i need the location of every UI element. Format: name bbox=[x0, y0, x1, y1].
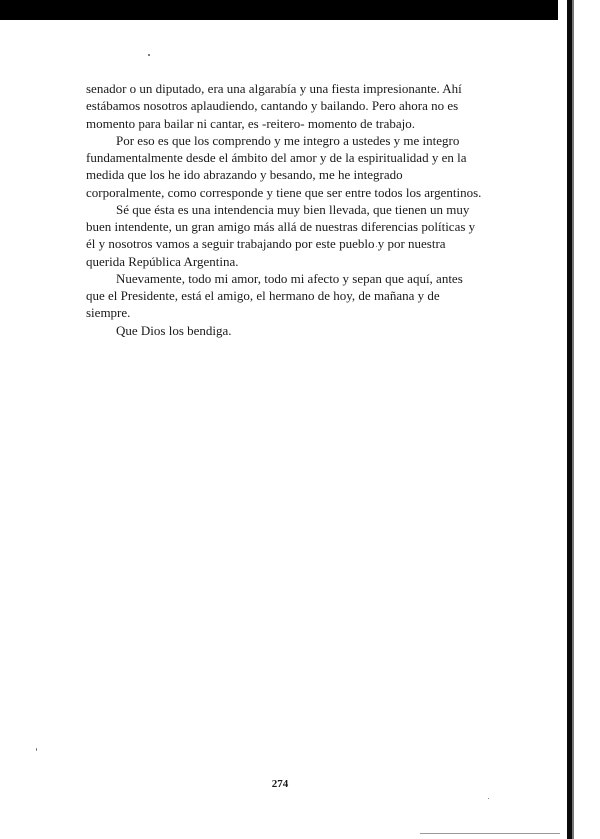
text-line: Nuevamente, todo mi amor, todo mi afecto y sepan que aquí, antes bbox=[116, 270, 463, 286]
text-line: que el Presidente, está el amigo, el hermano de hoy, de mañana y de bbox=[86, 288, 440, 303]
text-line: siempre. bbox=[86, 305, 131, 321]
text-line: querida República Argentina. bbox=[86, 253, 239, 269]
page-edge-soft-shadow bbox=[572, 0, 574, 839]
text-line: medida que los he ido abrazando y besando, me he integrado bbox=[86, 167, 403, 183]
scan-right-border bbox=[558, 0, 600, 839]
page-number: 274 bbox=[271, 778, 289, 790]
text-line: Por eso es que los comprendo y me integro a ustedes y me integro bbox=[116, 132, 460, 148]
text-line: Que Dios los bendiga. bbox=[116, 322, 232, 338]
text-line: estábamos nosotros aplaudiendo, cantando y bailando. Pero ahora no es bbox=[86, 98, 459, 114]
scan-top-border bbox=[0, 0, 600, 20]
text-line: momento para bailar ni cantar, es -reitero- momento de trabajo. bbox=[86, 115, 416, 131]
scan-bottom-rule bbox=[420, 833, 560, 834]
text-line: corporalmente, como corresponde y tiene que ser entre todos los argentinos. bbox=[86, 184, 482, 200]
text-line: senador o un diputado, era una algarabía y una fiesta impresionante. Ahí bbox=[86, 81, 462, 96]
scan-speck bbox=[148, 54, 150, 56]
text-line: buen intendente, un gran amigo más allá de nuestras diferencias políticas y bbox=[86, 219, 476, 234]
scan-speck bbox=[36, 748, 37, 751]
document-body bbox=[86, 80, 526, 339]
text-line: fundamentalmente desde el ámbito del amor y de la espiritualidad y en la bbox=[86, 150, 467, 165]
text-line: Sé que ésta es una intendencia muy bien llevada, que tienen un muy bbox=[116, 201, 470, 217]
text-line: él y nosotros vamos a seguir trabajando por este pueblo y por nuestra bbox=[86, 236, 446, 252]
scan-speck bbox=[488, 798, 489, 799]
